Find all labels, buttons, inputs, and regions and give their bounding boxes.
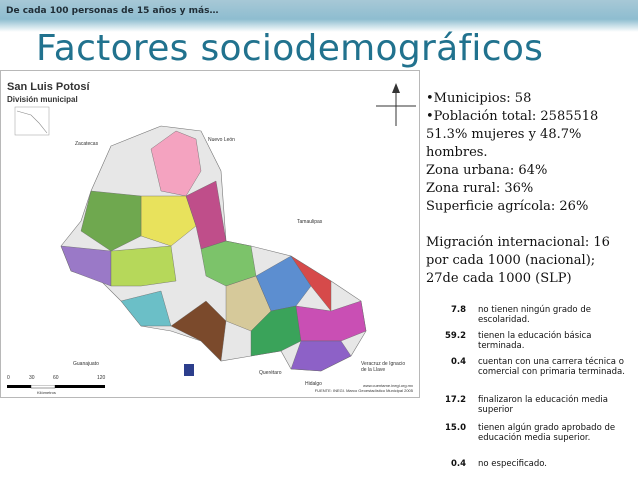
map-title: San Luis Potosí <box>7 81 90 93</box>
stat-text: finalizaron la educación media superior <box>478 395 608 415</box>
stat-row <box>426 459 636 473</box>
stat-row <box>426 357 636 395</box>
fact-line: •Municipios: 58 <box>426 91 532 106</box>
scale-unit: Kilómetros <box>37 390 56 395</box>
stat-text: tienen la educación básica terminada. <box>478 331 592 351</box>
stat-text: tienen algún grado aprobado de educación media superior. <box>478 423 616 443</box>
stat-value: 7.8 <box>450 305 466 315</box>
page-title: Factores sociodemográficos <box>36 28 544 69</box>
fact-line: 27de cada 1000 (SLP) <box>426 271 572 286</box>
fact-line: Zona rural: 36% <box>426 181 534 196</box>
stat-value: 0.4 <box>450 357 466 367</box>
map-label-veracruz: Veracruz de Ignacio de la Llave <box>361 361 406 373</box>
stat-row <box>426 423 636 459</box>
fact-line <box>426 216 634 234</box>
map-graphic <box>1 71 421 399</box>
scale-tick-0: 0 <box>7 375 10 381</box>
source-note: FUENTE: INEGI. Marco Geoestadístico Municipal 2005 <box>314 388 413 393</box>
stat-value: 15.0 <box>445 423 466 433</box>
fact-line: 51.3% mujeres y 48.7% <box>426 127 582 142</box>
scale-bar <box>7 385 105 391</box>
scale-tick-120: 120 <box>97 375 106 381</box>
map-subtitle: División municipal <box>7 95 78 104</box>
map-label-tamaulipas: Tamaulipas <box>297 219 323 225</box>
header-subtitle: De cada 100 personas de 15 años y más… <box>6 6 219 16</box>
stat-text: no especificado. <box>478 459 547 469</box>
stat-text: no tienen ningún grado de escolaridad. <box>478 305 591 325</box>
map-label-hidalgo: Hidalgo <box>305 381 322 387</box>
map-source <box>315 383 413 393</box>
education-stats <box>426 305 636 473</box>
map-label-nuevo-leon: Nuevo León <box>208 137 235 143</box>
fact-line: hombres. <box>426 145 488 160</box>
fact-line: •Población total: 2585518 <box>426 109 599 124</box>
scale-tick-60: 60 <box>53 375 59 381</box>
stat-value: 59.2 <box>445 331 466 341</box>
inegi-logo <box>184 364 194 376</box>
fact-line: por cada 1000 (nacional); <box>426 253 596 268</box>
stat-row <box>426 395 636 423</box>
stat-value: 0.4 <box>450 459 466 469</box>
stat-text: cuentan con una carrera técnica o comercial con primaria terminada. <box>478 357 625 377</box>
map-label-queretaro: Querétaro <box>259 370 282 376</box>
map-label-guanajuato: Guanajuato <box>73 361 99 367</box>
fact-line: Superficie agrícola: 26% <box>426 199 589 214</box>
map-label-zacatecas: Zacatecas <box>75 141 99 147</box>
facts-list <box>426 90 634 288</box>
fact-line: Migración internacional: 16 <box>426 235 610 250</box>
stat-value: 17.2 <box>445 395 466 405</box>
municipal-map <box>0 70 420 398</box>
stat-row <box>426 305 636 331</box>
scale-tick-30: 30 <box>29 375 35 381</box>
stat-row <box>426 331 636 357</box>
source-url: www.cuentame.inegi.org.mx <box>362 383 413 388</box>
fact-line: Zona urbana: 64% <box>426 163 548 178</box>
